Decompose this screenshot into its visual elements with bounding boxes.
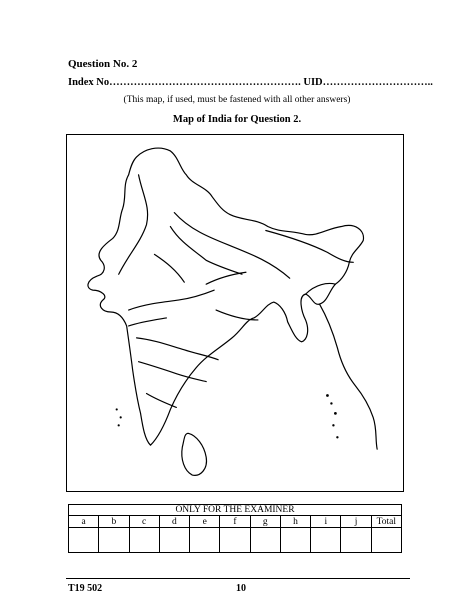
paper-code: T19 502 [68, 583, 103, 594]
mark-cell [220, 528, 250, 553]
river-ganga [174, 213, 289, 279]
sri-lanka-outline [182, 433, 207, 475]
india-outline-map [67, 135, 403, 491]
column-label: i [311, 516, 341, 528]
column-label: a [69, 516, 99, 528]
map-outline [88, 148, 364, 445]
mark-cell [190, 528, 220, 553]
index-uid-line: Index No………………………………………………. UID………………………….. [68, 77, 433, 88]
outline-map-frame [66, 134, 404, 492]
river-tapi [129, 318, 167, 326]
column-label: g [250, 516, 280, 528]
river-krishna [139, 362, 207, 382]
map-usage-note: (This map, if used, must be fastened with all other answers) [123, 95, 351, 105]
mark-cell [280, 528, 310, 553]
mark-cell [250, 528, 280, 553]
column-label: b [99, 516, 129, 528]
mark-cell [69, 528, 99, 553]
column-label: d [159, 516, 189, 528]
mark-cell [159, 528, 189, 553]
mark-cell [341, 528, 371, 553]
river-kaveri [147, 394, 177, 408]
northeast-outline [306, 283, 378, 449]
island-markers [116, 394, 339, 438]
river-godavari [137, 338, 219, 360]
river-chambal [154, 254, 184, 282]
column-label: h [280, 516, 310, 528]
mark-cell [129, 528, 159, 553]
column-label: e [190, 516, 220, 528]
mark-cell [311, 528, 341, 553]
river-yamuna [170, 227, 242, 275]
examiner-marks-table [68, 504, 402, 553]
column-label: c [129, 516, 159, 528]
column-label-total: Total [371, 516, 401, 528]
column-label: f [220, 516, 250, 528]
mark-cell [99, 528, 129, 553]
river-narmada [129, 290, 214, 310]
column-label: j [341, 516, 371, 528]
examiner-header: ONLY FOR THE EXAMINER [69, 505, 402, 516]
question-heading: Question No. 2 [68, 58, 138, 70]
river-indus [119, 175, 148, 274]
page-number: 10 [236, 583, 246, 594]
map-title: Map of India for Question 2. [172, 114, 302, 125]
mark-cell-total [371, 528, 401, 553]
footer-divider [66, 578, 410, 579]
